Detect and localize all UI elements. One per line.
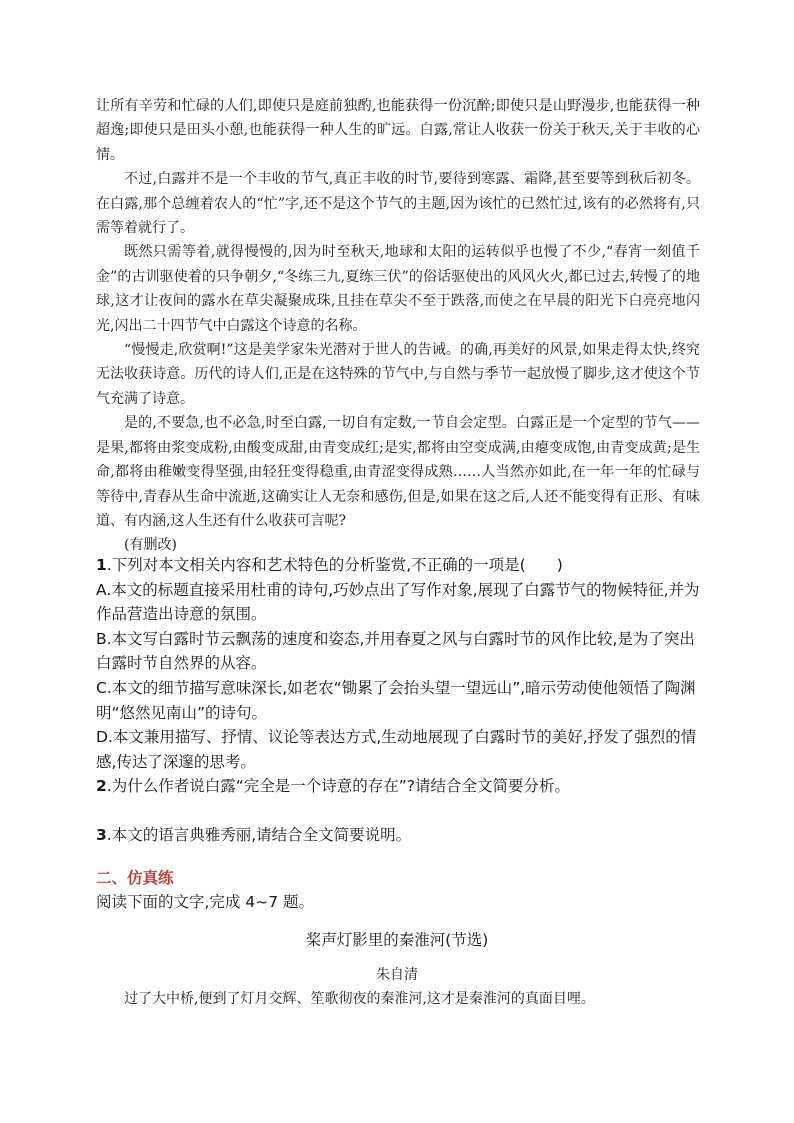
article-title: 桨声灯影里的秦淮河(节选) <box>305 931 489 949</box>
question-2-text: .为什么作者说白露“完全是一个诗意的存在”?请结合全文简要分析。 <box>106 777 571 796</box>
answer-space <box>96 799 704 823</box>
passage-paragraph-4: “慢慢走,欣赏啊!”这是美学家朱光潜对于世人的告诫。的确,再美好的风景,如果走得太快,终究无法收获诗意。历代的诗人们,正是在这特殊的节气中,与自然与季节一起放慢了脚步,这才使这个节气充满了诗意。 <box>96 342 700 407</box>
question-1-stem <box>96 553 704 578</box>
passage-paragraph-5: 是的,不要急,也不必急,时至白露,一切自有定数,一节自会定型。白露正是一个定型的节气——是果,都将由浆变成粉,由酸变成甜,由青变成红;是实,都将由空变成满,由瘪变成饱,由青变成黄;是生命,都将由稚嫩变得坚强,由轻狂变得稳重,由青涩变得成熟……人当然亦如此,在一年一年的忙碌与等待中,青春从生命中流逝,这确实让人无奈和感伤,但是,如果在这之后,人还不能变得有正形、有味道、有内涵,这人生还有什么收获可言呢? <box>96 415 700 529</box>
question-1-option-a: A.本文的标题直接采用杜甫的诗句,巧妙点出了写作对象,展现了白露节气的物候特征,并为作品营造出诗意的氛围。 <box>96 580 700 624</box>
section-heading: 二、仿真练 <box>96 869 174 887</box>
section-intro: 阅读下面的文字,完成 4~7 题。 <box>96 893 314 911</box>
question-1-option-d: D.本文兼用描写、抒情、议论等表达方式,生动地展现了白露时节的美好,抒发了强烈的情感,传达了深邃的思考。 <box>96 728 697 771</box>
question-list <box>96 553 704 848</box>
question-3-stem <box>96 823 704 848</box>
question-2-stem <box>96 774 704 799</box>
article-excerpt: 过了大中桥,便到了灯月交辉、笙歌彻夜的秦淮河,这才是秦淮河的真面目哩。 <box>124 991 595 1007</box>
source-note: (有删改) <box>124 537 177 554</box>
question-1-option-b: B.本文写白露时节云飘荡的速度和姿态,并用春夏之风与白露时节的风作比较,是为了突出白露时节自然界的从容。 <box>96 629 695 673</box>
question-3-number: 3 <box>96 825 107 844</box>
passage-paragraph-1: 让所有辛劳和忙碌的人们,即使只是庭前独酌,也能获得一份沉醉;即使只是山野漫步,也能获得一种超逸;即使只是田头小憩,也能获得一种人生的旷远。白露,常让人收获一份关于秋天,关于丰收的心情。 <box>96 98 700 163</box>
passage-paragraph-2: 不过,白露并不是一个丰收的节气,真正丰收的时节,要待到寒露、霜降,甚至要等到秋后初冬。在白露,那个总缠着农人的“忙”字,还不是这个节气的主题,因为该忙的已然忙过,该有的必然将有,只需等着就行了。 <box>96 171 700 237</box>
passage-paragraph-3: 既然只需等着,就得慢慢的,因为时至秋天,地球和太阳的运转似乎也慢了不少,“春宵一刻值千金”的古训驱使着的只争朝夕,“冬练三九,夏练三伏”的俗话驱使出的风风火火,都已过去,转慢了的地球,这才让夜间的露水在草尖凝聚成珠,且挂在草尖不至于跌落,而使之在早晨的阳光下白亮亮地闪光,闪出二十四节气中白露这个诗意的名称。 <box>96 244 700 334</box>
reading-passage <box>96 94 700 557</box>
question-2-number: 2 <box>96 777 107 796</box>
question-3-text: .本文的语言典雅秀丽,请结合全文简要说明。 <box>106 825 412 844</box>
question-1-option-c: C.本文的细节描写意味深长,如老农“锄累了会抬头望一望远山”,暗示劳动使他领悟了陶渊明“悠然见南山”的诗句。 <box>96 678 696 722</box>
question-1-number: 1 <box>96 556 107 574</box>
question-1-text: .下列对本文相关内容和艺术特色的分析鉴赏,不正确的一项是( ) <box>106 556 563 574</box>
article-author: 朱自清 <box>376 967 418 983</box>
